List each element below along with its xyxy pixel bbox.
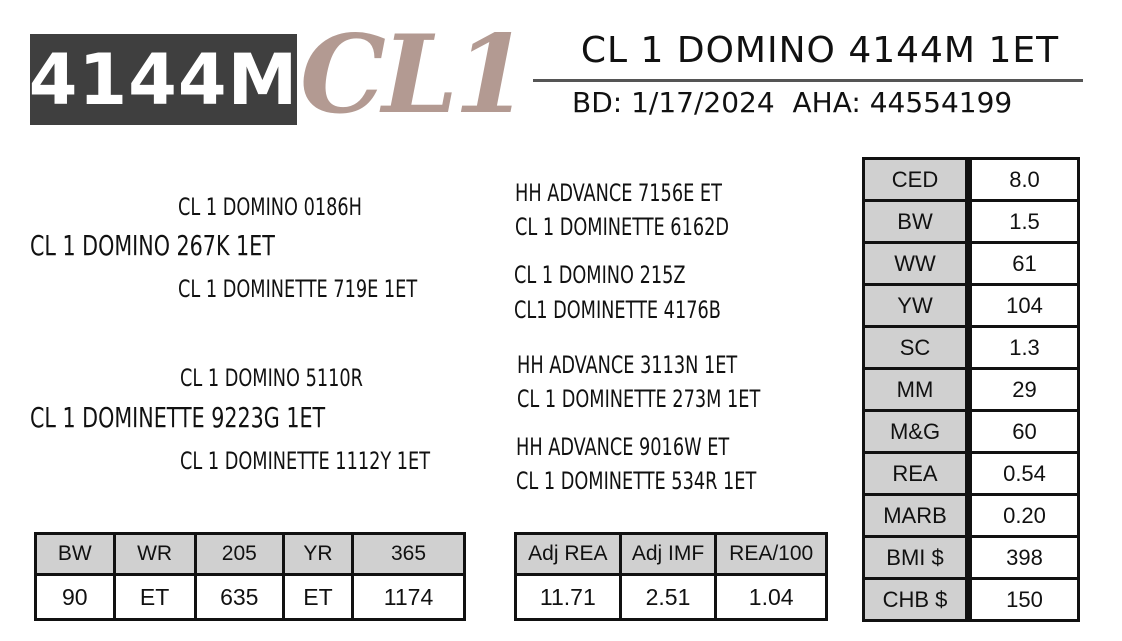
epd-row (864, 285, 1079, 327)
table-header-cell: REA/100 (716, 534, 827, 575)
table-header-cell: Adj REA (516, 534, 621, 575)
epd-value: 104 (969, 285, 1079, 327)
epd-value: 29 (969, 369, 1079, 411)
epd-row (864, 159, 1079, 201)
epd-value: 0.20 (969, 495, 1079, 537)
g3-ancestor: CL 1 DOMINETTE 6162D (515, 213, 729, 241)
table-cell: 1174 (353, 575, 465, 620)
epd-row (864, 327, 1079, 369)
lot-number-box (30, 34, 297, 125)
epd-row (864, 243, 1079, 285)
epd-label: REA (864, 453, 969, 495)
table-header-cell: Adj IMF (620, 534, 716, 575)
epd-label: BW (864, 201, 969, 243)
table-cell: 635 (195, 575, 283, 620)
g3-ancestor: CL 1 DOMINETTE 273M 1ET (517, 385, 761, 413)
sire-dam: CL 1 DOMINETTE 719E 1ET (178, 275, 418, 303)
table-header-cell: 365 (353, 534, 465, 575)
g3-ancestor: HH ADVANCE 3113N 1ET (517, 351, 738, 379)
table-header-row (36, 534, 465, 575)
bd-label: BD: (572, 86, 623, 119)
birth-registration-line (572, 86, 1012, 119)
epd-value: 1.3 (969, 327, 1079, 369)
table-header-cell: 205 (195, 534, 283, 575)
epd-row (864, 495, 1079, 537)
epd-value: 61 (969, 243, 1079, 285)
epd-table (862, 157, 1080, 622)
table-cell: ET (114, 575, 195, 620)
aha-label: AHA: (792, 86, 861, 119)
table-header-cell: WR (114, 534, 195, 575)
epd-value: 0.54 (969, 453, 1079, 495)
epd-value: 8.0 (969, 159, 1079, 201)
epd-label: BMI $ (864, 537, 969, 579)
epd-row (864, 201, 1079, 243)
aha-number: 44554199 (869, 86, 1013, 119)
epd-row (864, 411, 1079, 453)
carcass-table (514, 532, 828, 621)
epd-value: 60 (969, 411, 1079, 453)
dam: CL 1 DOMINETTE 9223G 1ET (30, 401, 326, 434)
epd-label: YW (864, 285, 969, 327)
epd-row (864, 537, 1079, 579)
birth-date: 1/17/2024 (631, 86, 775, 119)
epd-label: MM (864, 369, 969, 411)
g3-ancestor: CL 1 DOMINO 215Z (514, 261, 686, 289)
dam-sire: CL 1 DOMINO 5110R (180, 364, 363, 392)
table-header-cell: BW (36, 534, 115, 575)
sire-sire: CL 1 DOMINO 0186H (178, 193, 362, 221)
epd-label: M&G (864, 411, 969, 453)
epd-label: SC (864, 327, 969, 369)
epd-row (864, 453, 1079, 495)
epd-row (864, 369, 1079, 411)
table-cell: 1.04 (716, 575, 827, 620)
g3-ancestor: CL1 DOMINETTE 4176B (514, 296, 721, 324)
table-header-cell: YR (283, 534, 352, 575)
g3-ancestor: CL 1 DOMINETTE 534R 1ET (516, 467, 757, 495)
table-row (36, 575, 465, 620)
table-cell: 11.71 (516, 575, 621, 620)
table-cell: ET (283, 575, 352, 620)
epd-value: 398 (969, 537, 1079, 579)
animal-name: CL 1 DOMINO 4144M 1ET (580, 30, 1060, 71)
g3-ancestor: HH ADVANCE 7156E ET (515, 179, 722, 207)
epd-label: MARB (864, 495, 969, 537)
lot-number: 4144M (28, 38, 299, 121)
epd-row (864, 579, 1079, 621)
table-header-row (516, 534, 827, 575)
cl1-logo (300, 10, 540, 140)
sire: CL 1 DOMINO 267K 1ET (30, 229, 275, 262)
epd-label: CHB $ (864, 579, 969, 621)
epd-value: 150 (969, 579, 1079, 621)
epd-label: WW (864, 243, 969, 285)
logo-text: CL1 (300, 12, 526, 138)
epd-value: 1.5 (969, 201, 1079, 243)
table-cell: 90 (36, 575, 115, 620)
g3-ancestor: HH ADVANCE 9016W ET (516, 433, 730, 461)
table-cell: 2.51 (620, 575, 716, 620)
title-divider (533, 79, 1083, 82)
epd-label: CED (864, 159, 969, 201)
dam-dam: CL 1 DOMINETTE 1112Y 1ET (180, 447, 431, 475)
performance-table (34, 532, 466, 621)
table-row (516, 575, 827, 620)
